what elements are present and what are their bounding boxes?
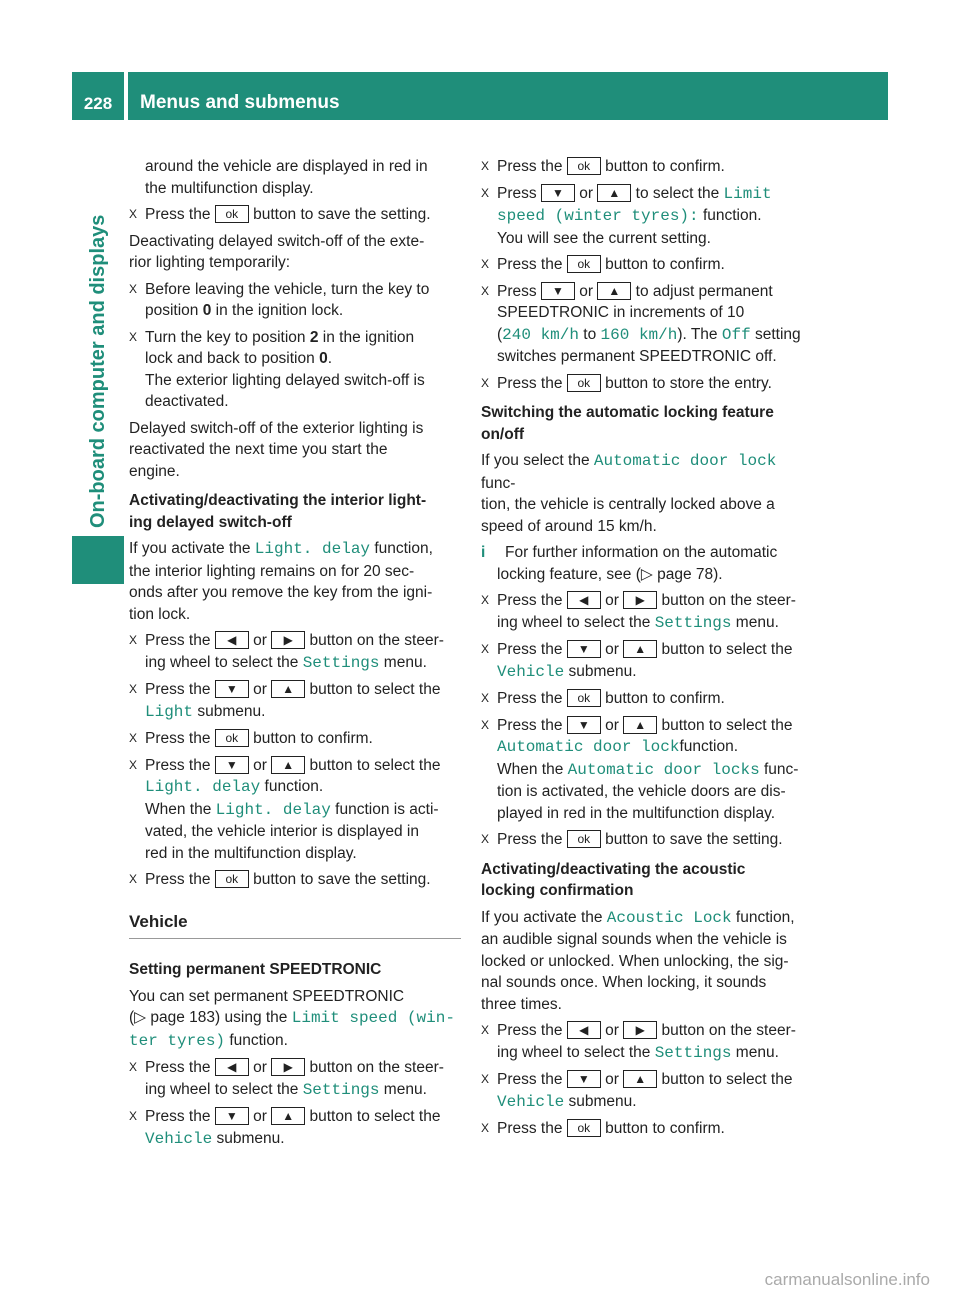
info-icon: i — [481, 544, 486, 561]
side-tab: On-board computer and displays — [87, 214, 109, 528]
page-number: 228 — [72, 72, 124, 120]
right-column: X Press the ok button to confirm. X Press ▼ or ▲ to select the Limit speed (winter tyres): function. You will see the current setting. X Press the ok button to confirm. X Press ▼ or ▲ to adjust permanent SPEEDTRONIC in increments of 10 (240 km/h to 160 km/h). The Off setting switches permanent SPEEDTRONIC off. X Press the ok button to store the entry. Switching the automatic locking feature on/off If you select the Automatic door lock func- tion, the vehicle is centrally locked above a speed of around 15 km/h. i For further information on the automatic locking feature, see (▷ page 78). X Press the ◀ or ▶ button on the steer- ing wheel to select the Settings menu. X Press the ▼ or ▲ button to select the Vehicle submenu. X Press the ok button to confirm. X Press the ▼ or ▲ button to select the Automatic door lockfunction. When the Automatic door locks func- tion is activated, the vehicle doors are dis- played in red in the multifunction display. X Press the ok button to save the setting. Activating/deactivating the acoustic locking confirmation If you activate the Acoustic Lock function, an audible signal sounds when the vehicle is locked or unlocked. When unlocking, the sig- nal sounds once. When locking, it sounds three times. X Press the ◀ or ▶ button on the steer- ing wheel to select the Settings menu. X Press the ▼ or ▲ button to select the Vehicle submenu. X Press the ok button to confirm. — [481, 158, 801, 1137]
side-marker — [72, 536, 124, 584]
page-title: Menus and submenus — [128, 72, 888, 120]
watermark: carmanualsonline.info — [764, 1270, 930, 1289]
left-column: around the vehicle are displayed in red in the multifunction display. X Press the ok button to save the setting. Deactivating delayed switch-off of the exte- rior lighting temporarily: X Before leaving the vehicle, turn the key to position 0 in the ignition lock. X Turn the key to position 2 in the ignition lock and back to position 0. The exterior lighting delayed switch-off is deactivated. Delayed switch-off of the exterior lighting is reactivated the next time you start the engine. Activating/deactivating the interior light- ing delayed switch-off If you activate the Light. delay function, the interior lighting remains on for 20 sec- onds after you remove the key from the igni- tion lock. X Press the ◀ or ▶ button on the steer- ing wheel to select the Settings menu. X Press the ▼ or ▲ button to select the Light submenu. X Press the ok button to confirm. X Press the ▼ or ▲ button to select the Light. delay function. When the Light. delay function is acti- vated, the vehicle interior is displayed in red in the multifunction display. X Press the ok button to save the setting. Vehicle Setting permanent SPEEDTRONIC You can set permanent SPEEDTRONIC (▷ page 183) using the Limit speed (win‐ ter tyres) function. X Press the ◀ or ▶ button on the steer- ing wheel to select the Settings menu. X Press the ▼ or ▲ button to select the Vehicle submenu. — [129, 156, 461, 1150]
